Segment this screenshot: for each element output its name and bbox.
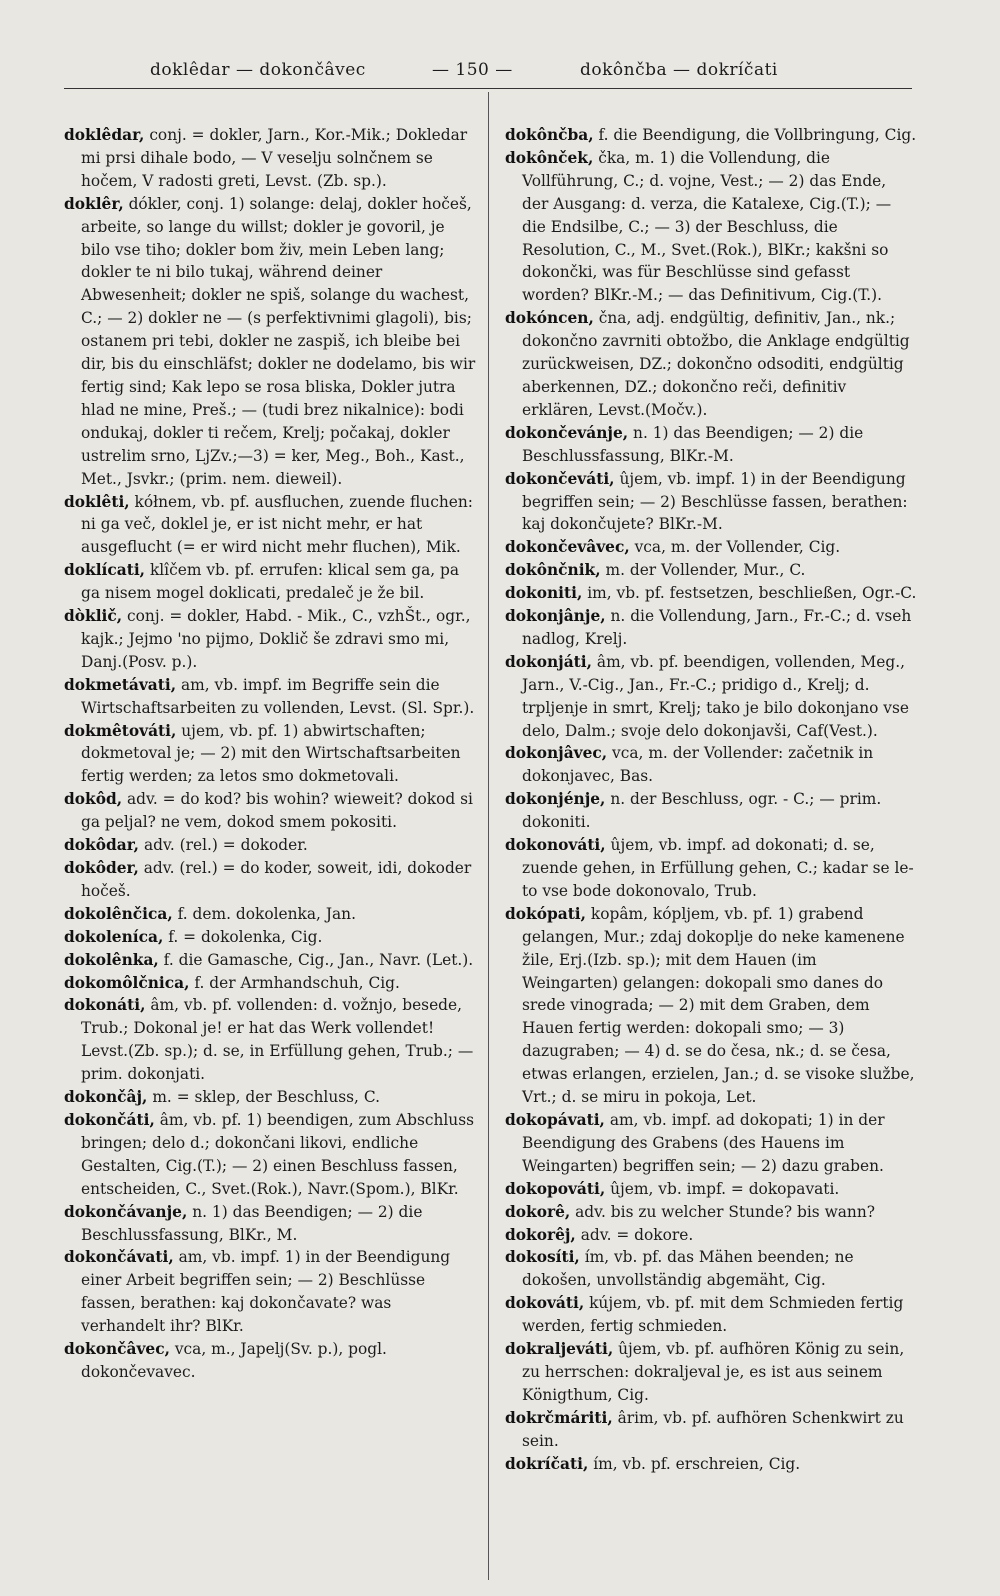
entry-text: adv. bis zu welcher Stunde? bis wann? [570, 1202, 876, 1221]
entry-headword: dokopávati, [505, 1110, 605, 1129]
entry-text: klîčem vb. pf. errufen: klical sem ga, pa ga nisem mogel doklicati, predaleč je že bil. [81, 561, 460, 603]
entry-headword: dokončeváti, [505, 469, 615, 488]
dictionary-entry [64, 834, 476, 857]
entry-headword: dokraljeváti, [505, 1340, 614, 1359]
entry-headword: doklícati, [64, 561, 146, 580]
entry-headword: dokosíti, [505, 1248, 580, 1267]
entry-text: am, vb. impf. 1) in der Beendigung einer Arbeit begriffen sein; — 2) Beschlüsse fassen, berathen: kaj dokončavate? was verhandelt ihr? BlKr. [81, 1248, 451, 1336]
entry-text: am, vb. impf. ad dokopati; 1) in der Beendigung des Grabens (des Hauens im Weingarten) begriffen sein; — 2) dazu graben. [522, 1110, 885, 1175]
entry-headword: doklêti, [64, 492, 130, 511]
entry-text: adv. = dokore. [575, 1225, 694, 1244]
entry-headword: dokomôlčnica, [64, 973, 190, 992]
entry-text: f. die Gamasche, Cig., Jan., Navr. (Let.). [158, 950, 474, 969]
dictionary-entry [505, 1338, 917, 1407]
entry-text: n. 1) das Beendigen; — 2) die Beschlussfassung, BlKr.-M. [522, 423, 864, 465]
entry-headword: dokonjénje, [505, 790, 606, 809]
entry-text: f. = dokolenka, Cig. [163, 927, 323, 946]
entry-headword: dokončâvec, [64, 1340, 170, 1359]
entry-text: vca, m., Japelj(Sv. p.), pogl. dokončevavec. [81, 1340, 387, 1381]
dictionary-entry [505, 1224, 917, 1247]
dictionary-entry [64, 491, 476, 560]
entry-text: ím, vb. pf. das Mähen beenden; ne dokošen, unvollständig abgemäht, Cig. [522, 1248, 854, 1290]
entry-text: ûjem, vb. pf. aufhören König zu sein, zu herrschen: dokraljeval je, es ist aus seinem Königthum, Cig. [522, 1340, 905, 1404]
entry-headword: dokonáti, [64, 996, 146, 1015]
column-divider [488, 92, 489, 1580]
entry-headword: dokonjáti, [505, 652, 593, 671]
entry-headword: dokríčati, [505, 1454, 589, 1473]
entry-headword: dokolênka, [64, 950, 159, 969]
dictionary-entry [64, 559, 476, 605]
dictionary-entry [505, 742, 917, 788]
dictionary-entry [64, 788, 476, 834]
entry-text: m. der Vollender, Mur., C. [600, 561, 806, 580]
dictionary-entry [505, 307, 917, 422]
entry-headword: dokmêtováti, [64, 721, 177, 740]
dictionary-entry [64, 857, 476, 903]
entry-text: ujem, vb. pf. 1) abwirtschaften; dokmetoval je; — 2) mit den Wirtschaftsarbeiten fertig werden; za letos smo dokmetovali. [81, 721, 461, 786]
entry-headword: dokopováti, [505, 1179, 606, 1198]
entry-text: f. der Armhandschuh, Cig. [189, 973, 400, 992]
entry-text: adv. (rel.) = do koder, soweit, idi, dokoder hočeš. [81, 859, 472, 900]
entry-headword: dokonováti, [505, 836, 606, 855]
entry-text: n. der Beschluss, ogr. - C.; — prim. dokoniti. [522, 790, 882, 832]
dictionary-entry [505, 1178, 917, 1201]
dictionary-entry [64, 1246, 476, 1338]
dictionary-entry [64, 1086, 476, 1109]
entry-text: ûjem, vb. impf. 1) in der Beendigung begriffen sein; — 2) Beschlüsse fassen, berathen: kaj dokončujete? BlKr.-M. [522, 469, 908, 534]
entry-headword: dokorêj, [505, 1225, 576, 1244]
entry-text: čka, m. 1) die Vollendung, die Vollführung, C.; d. vojne, Vest.; — 2) das Ende, der Ausgang: d. verza, die Katalexe, Cig.(T.); — die Endsilbe, C.; — 3) der Beschluss, die Resolution, C., M., Svet.(Rok.), BlKr.; kakšni so dokončki, was für Beschlüsse sind gefasst worden? BlKr.-M.; — das Definitivum, Cig.(T.). [522, 148, 892, 305]
dictionary-entry [505, 651, 917, 743]
running-head-left: doklêdar — dokončâvec [150, 60, 366, 80]
entry-headword: dokončâj, [64, 1088, 148, 1107]
entry-headword: dokováti, [505, 1294, 585, 1313]
entry-text: vca, m. der Vollender, Cig. [629, 538, 841, 557]
dictionary-entry [505, 1453, 917, 1476]
entry-text: im, vb. pf. festsetzen, beschließen, Ogr.-C. [582, 584, 917, 603]
entry-text: kółnem, vb. pf. ausfluchen, zuende fluchen: ni ga več, doklel je, er ist nicht mehr, er hat ausgeflucht (= er wird nicht mehr fluchen), Mik. [81, 492, 473, 557]
entry-text: n. die Vollendung, Jarn., Fr.-C.; d. vseh nadlog, Krelj. [522, 607, 912, 648]
dictionary-entry [505, 1246, 917, 1292]
entry-text: m. = sklep, der Beschluss, C. [147, 1088, 380, 1107]
entry-headword: dokorê, [505, 1202, 571, 1221]
entry-text: čna, adj. endgültig, definitiv, Jan., nk.; dokončno zavrniti obtožbo, die Anklage endgültig zurückweisen, DZ.; dokončno odsoditi, endgültig aberkennen, DZ.; dokončno reči, definitiv erklären, Levst.(Močv.). [522, 309, 910, 419]
entry-text: âm, vb. pf. 1) beendigen, zum Abschluss bringen; delo d.; dokončani likovi, endliche Gestalten, Cig.(T.); — 2) einen Beschluss fassen, entscheiden, C., Svet.(Rok.), Navr.(Spom.), BlKr. [81, 1110, 475, 1198]
entry-headword: dokmetávati, [64, 675, 177, 694]
entry-headword: dokôd, [64, 790, 123, 809]
entry-text: ûjem, vb. impf. = dokopavati. [605, 1179, 840, 1198]
entry-headword: dokôdar, [64, 836, 140, 855]
entry-headword: dòklič, [64, 607, 123, 626]
left-column [64, 124, 476, 1384]
entry-headword: dokônček, [505, 148, 594, 167]
entry-headword: dokôder, [64, 859, 139, 877]
dictionary-entry [505, 1201, 917, 1224]
entry-headword: dokončáti, [64, 1110, 155, 1129]
right-column [505, 124, 917, 1475]
entry-headword: dokoleníca, [64, 927, 164, 946]
entry-text: conj. = dokler, Habd. - Mik., C., vzhŠt., ogr., kajk.; Jejmo 'no pijmo, Doklič še zdravi smo mi, Danj.(Posv. p.). [81, 607, 471, 671]
entry-text: dókler, conj. 1) solange: delaj, dokler hočeš, arbeite, so lange du willst; dokler je govoril, je bilo vse tiho; dokler bom živ, mein Leben lang; dokler te ni bilo tukaj, während deiner Abwesenheit; dokler ne spiš, solange du wachest, C.; — 2) dokler ne — (s perfektivnimi glagoli), bis; ostanem pri tebi, dokler ne zaspiš, ich bleibe bei dir, bis du einschläfst; dokler ne dodelamo, bis wir fertig sind; Kak lepo se rosa bliska, Dokler jutra hlad ne mine, Preš.; — (tudi brez nikalnice): bodi ondukaj, dokler ti rečem, Krelj; počakaj, dokler ustrelim srno, LjZv.;—3) = ker, Meg., Boh., Kast., Met., Jsvkr.; (prim. nem. dieweil). [81, 194, 476, 488]
dictionary-entry [64, 949, 476, 972]
dictionary-entry [505, 1109, 917, 1178]
dictionary-entry [64, 124, 476, 193]
running-head-right: dokônčba — dokríčati [580, 60, 778, 80]
entry-text: f. dem. dokolenka, Jan. [172, 904, 356, 923]
dictionary-entry [505, 788, 917, 834]
entry-headword: dokonjâvec, [505, 744, 608, 763]
entry-headword: dokoniti, [505, 584, 583, 603]
page-number: — 150 — [432, 60, 513, 80]
dictionary-entry [505, 422, 917, 468]
entry-headword: dokópati, [505, 904, 587, 923]
entry-text: âm, vb. pf. vollenden: d. vožnjo, besede, Trub.; Dokonal je! er hat das Werk vollendet! Levst.(Zb. sp.); d. se, in Erfüllung gehen, Trub.; — prim. dokonjati. [81, 996, 474, 1084]
dictionary-entry [64, 1109, 476, 1201]
dictionary-entry [64, 720, 476, 789]
dictionary-entry [64, 674, 476, 720]
entry-text: kújem, vb. pf. mit dem Schmieden fertig werden, fertig schmieden. [522, 1294, 904, 1336]
entry-headword: dokóncen, [505, 309, 594, 328]
entry-text: ârim, vb. pf. aufhören Schenkwirt zu sein. [522, 1408, 904, 1450]
dictionary-entry [505, 1407, 917, 1453]
running-head [0, 60, 1000, 84]
entry-text: ím, vb. pf. erschreien, Cig. [588, 1454, 801, 1473]
entry-headword: dokončevâvec, [505, 538, 630, 557]
entry-headword: dokônčnik, [505, 561, 601, 580]
dictionary-entry [64, 1201, 476, 1247]
entry-headword: dokolênčica, [64, 904, 173, 923]
dictionary-entry [505, 582, 917, 605]
entry-text: ûjem, vb. impf. ad dokonati; d. se, zuende gehen, in Erfüllung gehen, C.; kadar se le-to vse bode dokonovalo, Trub. [522, 836, 914, 900]
dictionary-entry [505, 559, 917, 582]
entry-text: n. 1) das Beendigen; — 2) die Beschlussfassung, BlKr., M. [81, 1202, 423, 1244]
dictionary-entry [505, 468, 917, 537]
entry-headword: dokončávanje, [64, 1202, 188, 1221]
entry-text: f. die Beendigung, die Vollbringung, Cig. [593, 126, 917, 144]
entry-text: am, vb. impf. im Begriffe sein die Wirtschaftsarbeiten zu vollenden, Levst. (Sl. Spr.). [81, 675, 475, 717]
entry-headword: dokrčmáriti, [505, 1408, 613, 1427]
entry-headword: dokônčba, [505, 126, 594, 144]
dictionary-entry [64, 972, 476, 995]
dictionary-entry [505, 147, 917, 307]
dictionary-entry [505, 1292, 917, 1338]
entry-text: adv. (rel.) = dokoder. [139, 836, 308, 855]
dictionary-entry [64, 605, 476, 674]
entry-headword: dokončevánje, [505, 423, 629, 442]
dictionary-entry [505, 605, 917, 651]
entry-headword: dokonjânje, [505, 607, 606, 626]
dictionary-entry [64, 926, 476, 949]
dictionary-entry [505, 124, 917, 147]
dictionary-entry [64, 903, 476, 926]
dictionary-entry [64, 1338, 476, 1384]
header-rule [64, 88, 912, 89]
entry-text: âm, vb. pf. beendigen, vollenden, Meg., Jarn., V.-Cig., Jan., Fr.-C.; pridigo d., Krelj; d. trpljenje in smrt, Krelj; tako je bilo dokonjano vse delo, Dalm.; svoje delo dokonjavši, Caf(Vest.). [522, 652, 909, 740]
dictionary-entry [505, 834, 917, 903]
entry-text: conj. = dokler, Jarn., Kor.-Mik.; Dokledar mi prsi dihale bodo, — V veselju solnčnem se hočem, V radosti greti, Levst. (Zb. sp.). [81, 126, 468, 190]
entry-text: adv. = do kod? bis wohin? wieweit? dokod si ga peljal? ne vem, dokod smem pokositi. [81, 790, 473, 832]
entry-headword: dokončávati, [64, 1248, 174, 1267]
dictionary-entry [64, 193, 476, 491]
entry-text: kopâm, kópljem, vb. pf. 1) grabend gelangen, Mur.; zdaj dokoplje do neke kamenene žile, Erj.(Izb. sp.); mit dem Hauen (im Weingarten) gelangen: dokopali smo danes do srede vinograda; — 2) mit dem Graben, dem Hauen fertig werden: dokopali smo; — 3) dazugraben; — 4) d. se do česa, nk.; d. se česa, etwas erlangen, erzielen, Jan.; d. se visoke službe, Vrt.; d. se miru in pokoja, Let. [522, 904, 915, 1107]
dictionary-entry [505, 903, 917, 1109]
dictionary-entry [64, 994, 476, 1086]
entry-headword: doklêdar, [64, 126, 145, 144]
entry-headword: doklêr, [64, 194, 124, 213]
dictionary-entry [505, 536, 917, 559]
entry-text: vca, m. der Vollender: začetnik in dokonjavec, Bas. [522, 744, 874, 786]
